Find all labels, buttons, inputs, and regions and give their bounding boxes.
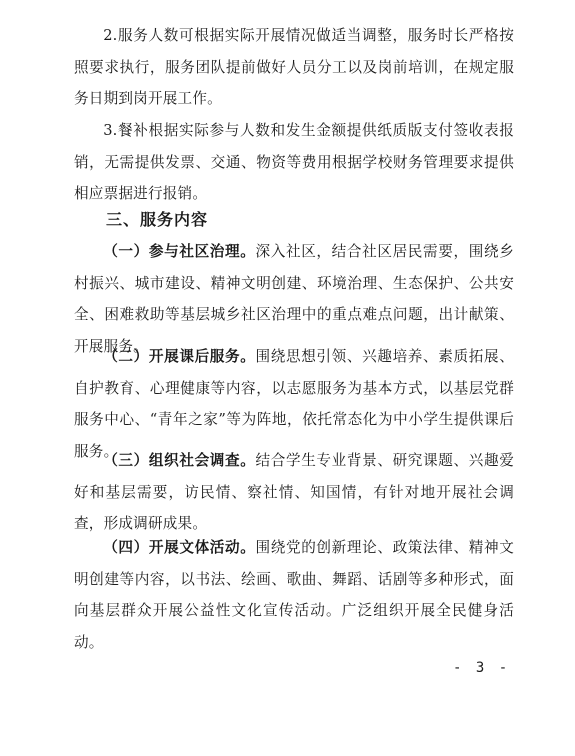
page-number: - 3 - bbox=[453, 660, 511, 676]
item-title: （三）组织社会调查。 bbox=[103, 452, 256, 469]
item-title: （一）参与社区治理。 bbox=[103, 243, 256, 260]
item-title: （四）开展文体活动。 bbox=[103, 539, 256, 556]
item-body: 围绕思想引领、兴趣培养、素质拓展、自护教育、心理健康等内容，以志愿服务为基本方式，以基层党群服务中心、“青年之家”等为阵地，依托常态化为中小学生提供课后服务。 bbox=[74, 348, 514, 460]
item-title: （二）开展课后服务。 bbox=[103, 348, 256, 365]
item-social-survey bbox=[74, 445, 514, 540]
paragraph-meal-subsidy: 3.餐补根据实际参与人数和发生金额提供纸质版支付签收表报销，无需提供发票、交通、物资等费用根据学校财务管理要求提供相应票据进行报销。 bbox=[74, 122, 514, 202]
item-body: 围绕党的创新理论、政策法律、精神文明创建等内容，以书法、绘画、歌曲、舞蹈、话剧等多种形式，面向基层群众开展公益性文化宣传活动。广泛组织开展全民健身活动。 bbox=[74, 539, 514, 651]
item-cultural-sports bbox=[74, 532, 514, 658]
item-body: 深入社区，结合社区居民需要，围绕乡村振兴、城市建设、精神文明创建、环境治理、生态保护、公共安全、困难救助等基层城乡社区治理中的重点难点问题，出计献策、开展服务。 bbox=[74, 243, 514, 355]
paragraph-service-size: 2.服务人数可根据实际开展情况做适当调整，服务时长严格按照要求执行，服务团队提前做好人员分工以及岗前培训，在规定服务日期到岗开展工作。 bbox=[74, 27, 514, 107]
item-body: 结合学生专业背景、研究课题、兴趣爱好和基层需要，访民情、察社情、知国情，有针对地开展社会调查，形成调研成果。 bbox=[74, 452, 514, 532]
section-heading: 三、服务内容 bbox=[106, 210, 209, 229]
